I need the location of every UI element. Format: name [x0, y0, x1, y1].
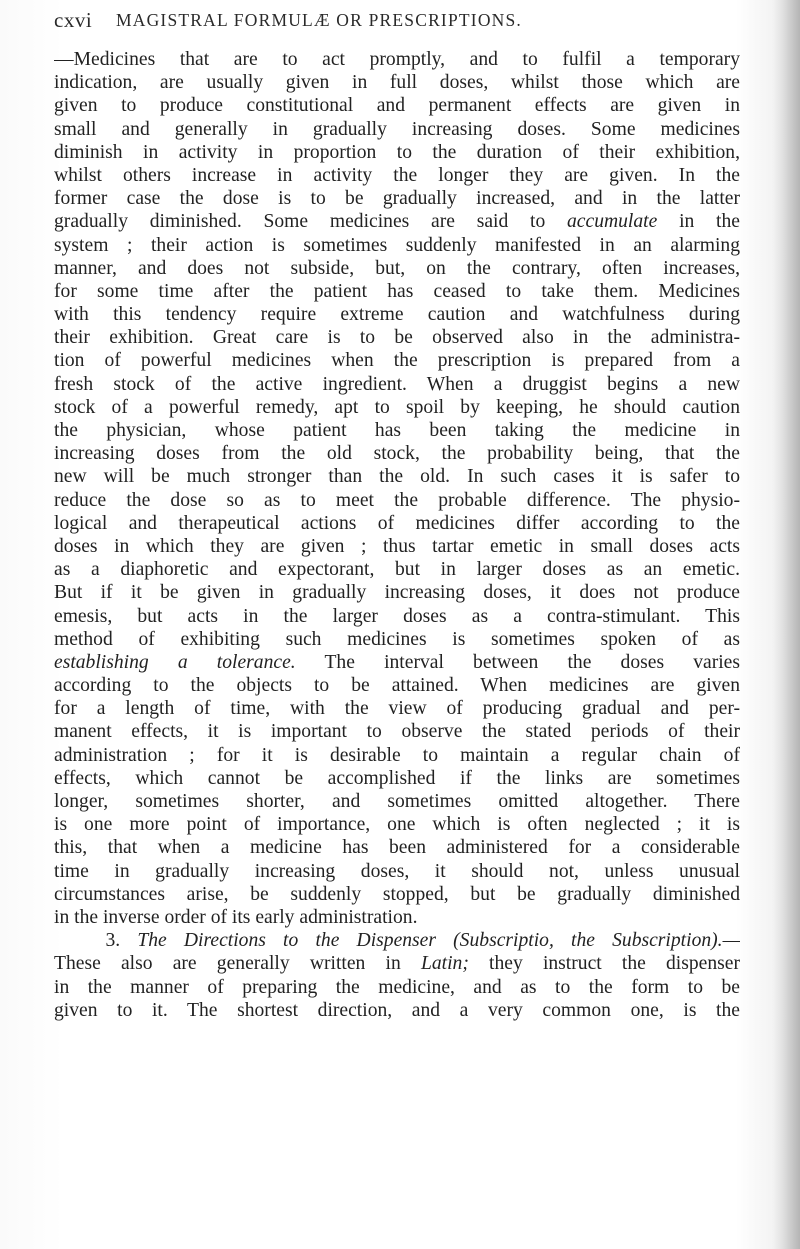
- text-segment: The interval between the doses varies: [324, 651, 740, 673]
- text-line: method of exhibiting such medicines is sometimes spoken of as: [54, 628, 740, 650]
- text-line: with this tendency require extreme caution and watchfulness during: [54, 304, 740, 326]
- section-number: 3.: [105, 930, 121, 952]
- body-text: [54, 48, 740, 1022]
- text-line: [54, 651, 740, 674]
- section-heading-line: [54, 929, 740, 952]
- text-segment: gradually diminished. Some medicines are said to: [54, 211, 546, 233]
- text-line: But if it be given in gradually increasing doses, it does not produce: [54, 582, 740, 604]
- text-segment: in the: [657, 211, 740, 233]
- text-line: the physician, whose patient has been taking the medicine in: [54, 420, 740, 441]
- text-line: manner, and does not subside, but, on the contrary, often increases,: [54, 257, 740, 279]
- text-line: logical and therapeutical actions of medicines differ according to the: [54, 512, 740, 534]
- text-line: in the manner of preparing the medicine, and as to the form to be: [54, 976, 740, 998]
- text-line: given to it. The shortest direction, and a very common one, is the: [54, 999, 740, 1021]
- text-line: in the inverse order of its early administration.: [54, 906, 418, 928]
- text-line: reduce the dose so as to meet the probable difference. The physio-: [54, 489, 740, 511]
- text-line: manent effects, it is important to observe the stated periods of their: [54, 721, 740, 743]
- text-line: emesis, but acts in the larger doses as a contra-stimulant. This: [54, 605, 740, 627]
- text-segment: they instruct the dispenser: [468, 953, 740, 975]
- text-line: increasing doses from the old stock, the probability being, that the: [54, 443, 740, 465]
- text-line: diminish in activity in proportion to the duration of their exhibition,: [54, 141, 740, 163]
- text-line: as a diaphoretic and expectorant, but in larger doses as an emetic.: [54, 559, 740, 581]
- italic-term-establishing-tolerance: establishing a tolerance.: [54, 651, 296, 673]
- text-line: —Medicines that are to act promptly, and to fulfil a temporary: [54, 49, 740, 70]
- text-line: [54, 952, 740, 975]
- text-line: indication, are usually given in full doses, whilst those which are: [54, 72, 740, 94]
- text-segment: These also are generally written in: [54, 953, 401, 975]
- text-line: effects, which cannot be accomplished if the links are sometimes: [54, 767, 740, 789]
- text-line: [54, 210, 740, 233]
- text-line: for a length of time, with the view of producing gradual and per-: [54, 698, 740, 720]
- text-line: stock of a powerful remedy, apt to spoil by keeping, he should caution: [54, 396, 740, 418]
- text-line: new will be much stronger than the old. In such cases it is safer to: [54, 466, 740, 488]
- running-head: MAGISTRAL FORMULÆ OR PRESCRIPTIONS.: [116, 10, 522, 30]
- text-line: time in gradually increasing doses, it should not, unless unusual: [54, 860, 740, 882]
- text-line: given to produce constitutional and permanent effects are given in: [54, 95, 740, 117]
- text-line: their exhibition. Great care is to be observed also in the administra-: [54, 327, 740, 349]
- text-line: doses in which they are given ; thus tartar emetic in small doses acts: [54, 535, 740, 557]
- text-line: according to the objects to be attained. When medicines are given: [54, 675, 740, 697]
- section-heading-directions: The Directions to the Dispenser (Subscriptio, the Subscription).—: [137, 930, 740, 952]
- page-number: cxvi: [54, 8, 93, 32]
- text-line: small and generally in gradually increasing doses. Some medicines: [54, 118, 740, 140]
- text-line: whilst others increase in activity the longer they are given. In the: [54, 164, 740, 186]
- text-line: administration ; for it is desirable to maintain a regular chain of: [54, 744, 740, 766]
- text-line: tion of powerful medicines when the prescription is prepared from a: [54, 350, 740, 372]
- text-line: this, that when a medicine has been administered for a considerable: [54, 837, 740, 859]
- text-line: former case the dose is to be gradually increased, and in the latter: [54, 188, 740, 210]
- text-line: longer, sometimes shorter, and sometimes omitted altogether. There: [54, 791, 740, 812]
- text-line: system ; their action is sometimes suddenly manifested in an alarming: [54, 234, 740, 256]
- page-header: [54, 8, 734, 38]
- text-line: for some time after the patient has ceased to take them. Medicines: [54, 280, 740, 302]
- page-edge-shadow: [772, 0, 800, 1249]
- italic-term-latin: Latin;: [420, 953, 469, 975]
- text-line: is one more point of importance, one which is often neglected ; it is: [54, 814, 740, 836]
- text-line: circumstances arise, be suddenly stopped, but be gradually diminished: [54, 883, 740, 905]
- italic-term-accumulate: accumulate: [567, 211, 658, 233]
- text-line: fresh stock of the active ingredient. When a druggist begins a new: [54, 373, 740, 395]
